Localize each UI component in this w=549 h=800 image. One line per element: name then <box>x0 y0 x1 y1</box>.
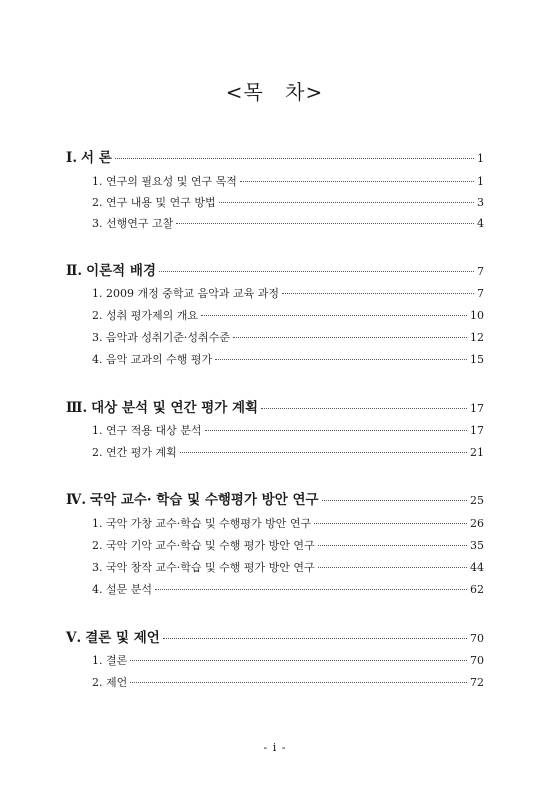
page-number: 17 <box>470 402 484 415</box>
toc-item-4-2[interactable] <box>92 537 484 553</box>
toc-item-1-1[interactable] <box>92 173 484 189</box>
page-number: 35 <box>470 539 484 552</box>
page-number: 10 <box>470 309 484 322</box>
dot-leader <box>314 523 467 524</box>
toc-item-4-1[interactable] <box>92 515 484 531</box>
page-number: 1 <box>477 175 484 188</box>
toc-item-2-4[interactable] <box>92 351 484 367</box>
toc-section-3[interactable] <box>66 396 484 416</box>
item-label: 1. 연구의 필요성 및 연구 목적 <box>92 175 237 188</box>
item-label: 4. 설문 분석 <box>92 583 152 596</box>
page-footer-number: - i - <box>263 741 286 754</box>
toc-item-5-2[interactable] <box>92 674 484 690</box>
page-number: 1 <box>477 152 484 165</box>
dot-leader <box>233 337 467 338</box>
toc-title: <목 차> <box>225 80 324 104</box>
page-number: 7 <box>477 287 484 300</box>
page-number: 3 <box>477 196 484 209</box>
toc-item-3-1[interactable] <box>92 422 484 438</box>
item-label: 3. 음악과 성취기준·성취수준 <box>92 331 230 344</box>
dot-leader <box>130 682 467 683</box>
toc-item-4-3[interactable] <box>92 559 484 575</box>
section-label: 이론적 배경 <box>86 263 156 279</box>
dot-leader <box>215 359 467 360</box>
page-number: 17 <box>470 424 484 437</box>
page-number: 62 <box>470 583 484 596</box>
page-number: 21 <box>470 446 484 459</box>
toc-item-2-1[interactable] <box>92 285 484 301</box>
section-numeral: Ⅲ. <box>66 400 88 416</box>
toc-section-2[interactable] <box>66 259 484 279</box>
toc-section-5[interactable] <box>66 626 484 646</box>
dot-leader <box>240 181 474 182</box>
dot-leader <box>219 202 474 203</box>
item-label: 2. 연간 평가 계획 <box>92 446 177 459</box>
item-label: 2. 성취 평가제의 개요 <box>92 309 198 322</box>
item-label: 1. 연구 적용 대상 분석 <box>92 424 202 437</box>
dot-leader <box>130 660 467 661</box>
section-numeral: Ⅴ. <box>66 630 82 646</box>
section-label: 국악 교수· 학습 및 수행평가 방안 연구 <box>90 492 319 508</box>
dot-leader <box>201 315 467 316</box>
page-number: 7 <box>477 265 484 278</box>
page-number: 26 <box>470 517 484 530</box>
section-numeral: Ⅰ. <box>66 150 78 166</box>
page-number: 4 <box>477 217 484 230</box>
toc-item-1-2[interactable] <box>92 194 484 210</box>
section-label: 서 론 <box>81 150 112 166</box>
page-number: 72 <box>470 676 484 689</box>
dot-leader <box>322 500 467 501</box>
dot-leader <box>205 430 468 431</box>
dot-leader <box>176 223 474 224</box>
dot-leader <box>163 638 467 639</box>
item-label: 2. 연구 내용 및 연구 방법 <box>92 196 216 209</box>
section-numeral: Ⅱ. <box>66 263 83 279</box>
page-number: 44 <box>470 561 484 574</box>
dot-leader <box>180 452 467 453</box>
item-label: 1. 국악 가창 교수·학습 및 수행평가 방안 연구 <box>92 517 312 530</box>
dot-leader <box>155 589 467 590</box>
item-label: 1. 결론 <box>92 654 128 667</box>
page-number: 15 <box>470 353 484 366</box>
page-number: 70 <box>470 654 484 667</box>
toc-item-2-2[interactable] <box>92 307 484 323</box>
dot-leader <box>318 567 467 568</box>
toc-item-4-4[interactable] <box>92 581 484 597</box>
toc-item-1-3[interactable] <box>92 215 484 231</box>
toc-item-5-1[interactable] <box>92 652 484 668</box>
section-label: 대상 분석 및 연간 평가 계획 <box>91 400 259 416</box>
dot-leader <box>261 408 467 409</box>
section-label: 결론 및 제언 <box>85 630 160 646</box>
toc-section-4[interactable] <box>66 488 484 508</box>
item-label: 2. 국악 기악 교수·학습 및 수행 평가 방안 연구 <box>92 539 315 552</box>
dot-leader <box>115 158 474 159</box>
page-number: 25 <box>470 494 484 507</box>
item-label: 4. 음악 교과의 수행 평가 <box>92 353 213 366</box>
toc-item-2-3[interactable] <box>92 329 484 345</box>
dot-leader <box>318 545 467 546</box>
toc-item-3-2[interactable] <box>92 444 484 460</box>
section-numeral: Ⅳ. <box>66 492 87 508</box>
item-label: 3. 선행연구 고찰 <box>92 217 174 230</box>
item-label: 3. 국악 창작 교수·학습 및 수행 평가 방안 연구 <box>92 561 315 574</box>
toc-section-1[interactable] <box>66 146 484 166</box>
item-label: 2. 제언 <box>92 676 128 689</box>
page-number: 12 <box>470 331 484 344</box>
item-label: 1. 2009 개정 중학교 음악과 교육 과정 <box>92 287 279 300</box>
page-number: 70 <box>470 632 484 645</box>
dot-leader <box>159 271 474 272</box>
dot-leader <box>282 293 474 294</box>
